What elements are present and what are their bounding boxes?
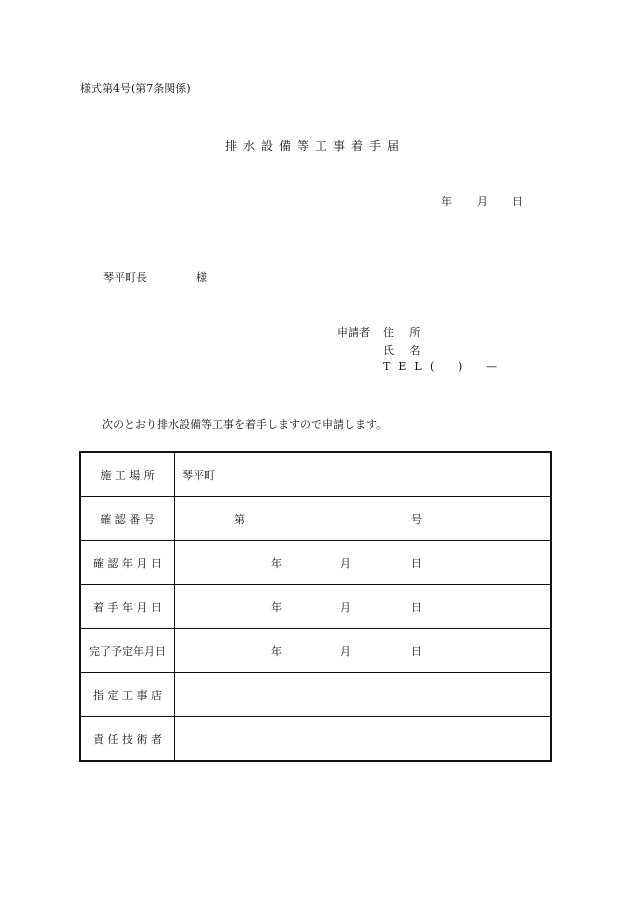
date-month-label: 月: [477, 195, 488, 208]
tel-paren-open: (: [430, 360, 435, 373]
confirmation-number-suffix: 号: [411, 512, 422, 526]
addressee-name: 琴平町長: [103, 271, 147, 284]
application-table: [79, 451, 552, 762]
engineer-label: 責 任 技 術 者: [80, 717, 175, 762]
start-date-cell[interactable]: [175, 585, 552, 629]
engineer-value-cell[interactable]: [175, 717, 552, 762]
confirmation-date-year: 年: [271, 556, 282, 570]
confirmation-number-prefix: 第: [234, 512, 245, 526]
table-row-start-date: [80, 585, 551, 629]
start-date-year: 年: [271, 600, 282, 614]
site-label: 施 工 場 所: [80, 452, 175, 497]
table-row-completion-date: [80, 629, 551, 673]
confirmation-number-cell[interactable]: [175, 497, 552, 541]
tel-dash: —: [486, 360, 497, 373]
completion-date-cell[interactable]: [175, 629, 552, 673]
table-row-contractor: [80, 673, 551, 717]
contractor-value-cell[interactable]: [175, 673, 552, 717]
start-date-month: 月: [340, 600, 351, 614]
completion-date-day: 日: [411, 644, 422, 658]
confirmation-number-label: 確 認 番 号: [80, 497, 175, 541]
start-date-label: 着 手 年 月 日: [80, 585, 175, 629]
site-value-cell[interactable]: [175, 452, 552, 497]
application-statement: 次のとおり排水設備等工事を着手しますので申請します。: [102, 418, 388, 431]
confirmation-date-label: 確 認 年 月 日: [80, 541, 175, 585]
confirmation-date-cell[interactable]: [175, 541, 552, 585]
confirmation-date-month: 月: [340, 556, 351, 570]
applicant-label: 申請者: [337, 326, 370, 339]
form-number: 様式第4号(第7条関係): [80, 82, 191, 95]
date-year-label: 年: [441, 195, 452, 208]
document-title: 排水設備等工事着手届: [224, 139, 405, 153]
address-label: 住 所: [383, 326, 427, 339]
tel-label: TEL: [383, 360, 430, 373]
completion-date-label: 完了予定年月日: [80, 629, 175, 673]
start-date-day: 日: [411, 600, 422, 614]
completion-date-month: 月: [340, 644, 351, 658]
name-label: 氏 名: [383, 344, 427, 357]
completion-date-year: 年: [271, 644, 282, 658]
contractor-label: 指 定 工 事 店: [80, 673, 175, 717]
table-row-confirmation-number: [80, 497, 551, 541]
date-day-label: 日: [512, 195, 523, 208]
confirmation-date-day: 日: [411, 556, 422, 570]
table-row-engineer: [80, 717, 551, 762]
site-value: 琴平町: [182, 468, 215, 482]
table-row-confirmation-date: [80, 541, 551, 585]
tel-paren-close: ): [458, 360, 463, 373]
addressee-honorific: 様: [196, 271, 207, 284]
table-row-site: [80, 452, 551, 497]
